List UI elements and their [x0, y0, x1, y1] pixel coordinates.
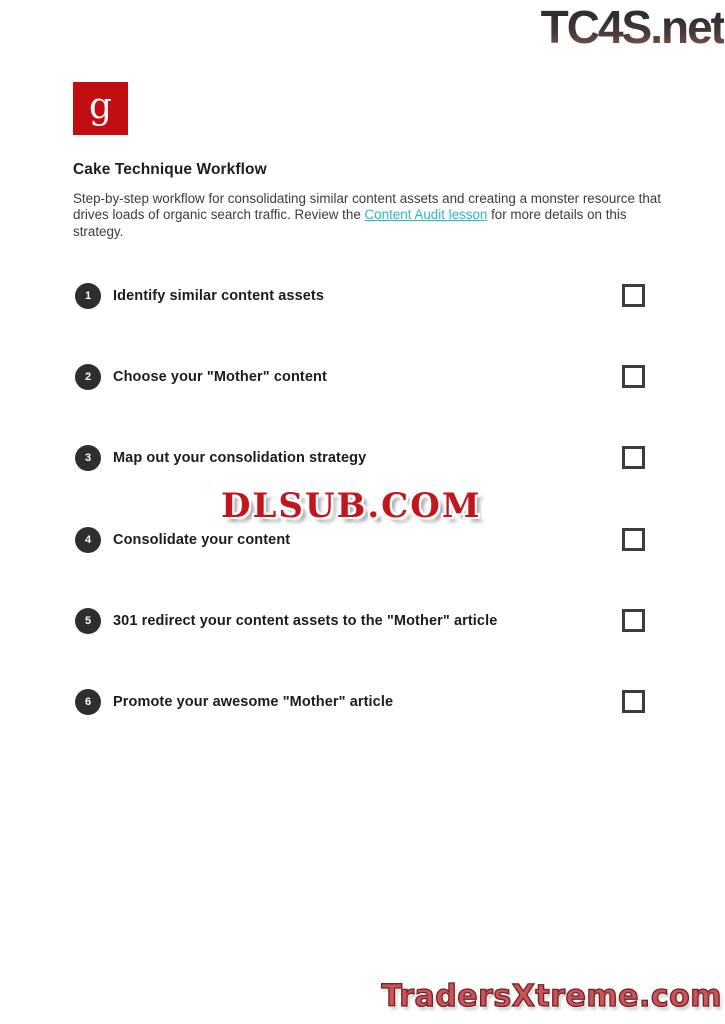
checklist-item [73, 607, 652, 634]
checklist-item-label: 301 redirect your content assets to the "Mother" article [113, 612, 498, 629]
checklist-item-label: Map out your consolidation strategy [113, 449, 367, 466]
checkbox[interactable] [622, 690, 645, 713]
checklist-item [73, 688, 652, 715]
step-number-badge: 3 [75, 445, 101, 471]
step-number-badge: 5 [75, 608, 101, 634]
checklist-item-label: Consolidate your content [113, 531, 291, 548]
checklist-item-label: Choose your "Mother" content [113, 368, 327, 385]
step-number-badge: 2 [75, 364, 101, 390]
description [73, 191, 669, 240]
checklist-item [73, 363, 652, 390]
checklist-item-label: Identify similar content assets [113, 287, 324, 304]
checkbox[interactable] [622, 528, 645, 551]
description-text-after: for more details on this strategy. [73, 207, 627, 239]
page-title: Cake Technique Workflow [73, 161, 267, 178]
checkbox[interactable] [622, 365, 645, 388]
checkbox[interactable] [622, 446, 645, 469]
checklist-item-label: Promote your awesome "Mother" article [113, 693, 394, 710]
checklist-item [73, 526, 652, 553]
content-audit-link[interactable]: Content Audit lesson [364, 207, 488, 223]
watermark-middle: DLSUB.COM [221, 486, 482, 526]
checklist-item [73, 282, 652, 309]
watermark-top: TC4S.net [540, 1, 724, 53]
checkbox[interactable] [622, 284, 645, 307]
description-text-before: Step-by-step workflow for consolidating similar content assets and creating a monster resource that drives loads of organic search traffic. Review the [73, 191, 661, 223]
step-number-badge: 6 [75, 689, 101, 715]
logo-letter: g [88, 85, 113, 127]
step-number-badge: 1 [75, 283, 101, 309]
step-number-badge: 4 [75, 527, 101, 553]
checklist-item [73, 444, 652, 471]
brand-logo [73, 82, 128, 135]
watermark-bottom: TradersXtreme.com [381, 979, 722, 1014]
checkbox[interactable] [622, 609, 645, 632]
